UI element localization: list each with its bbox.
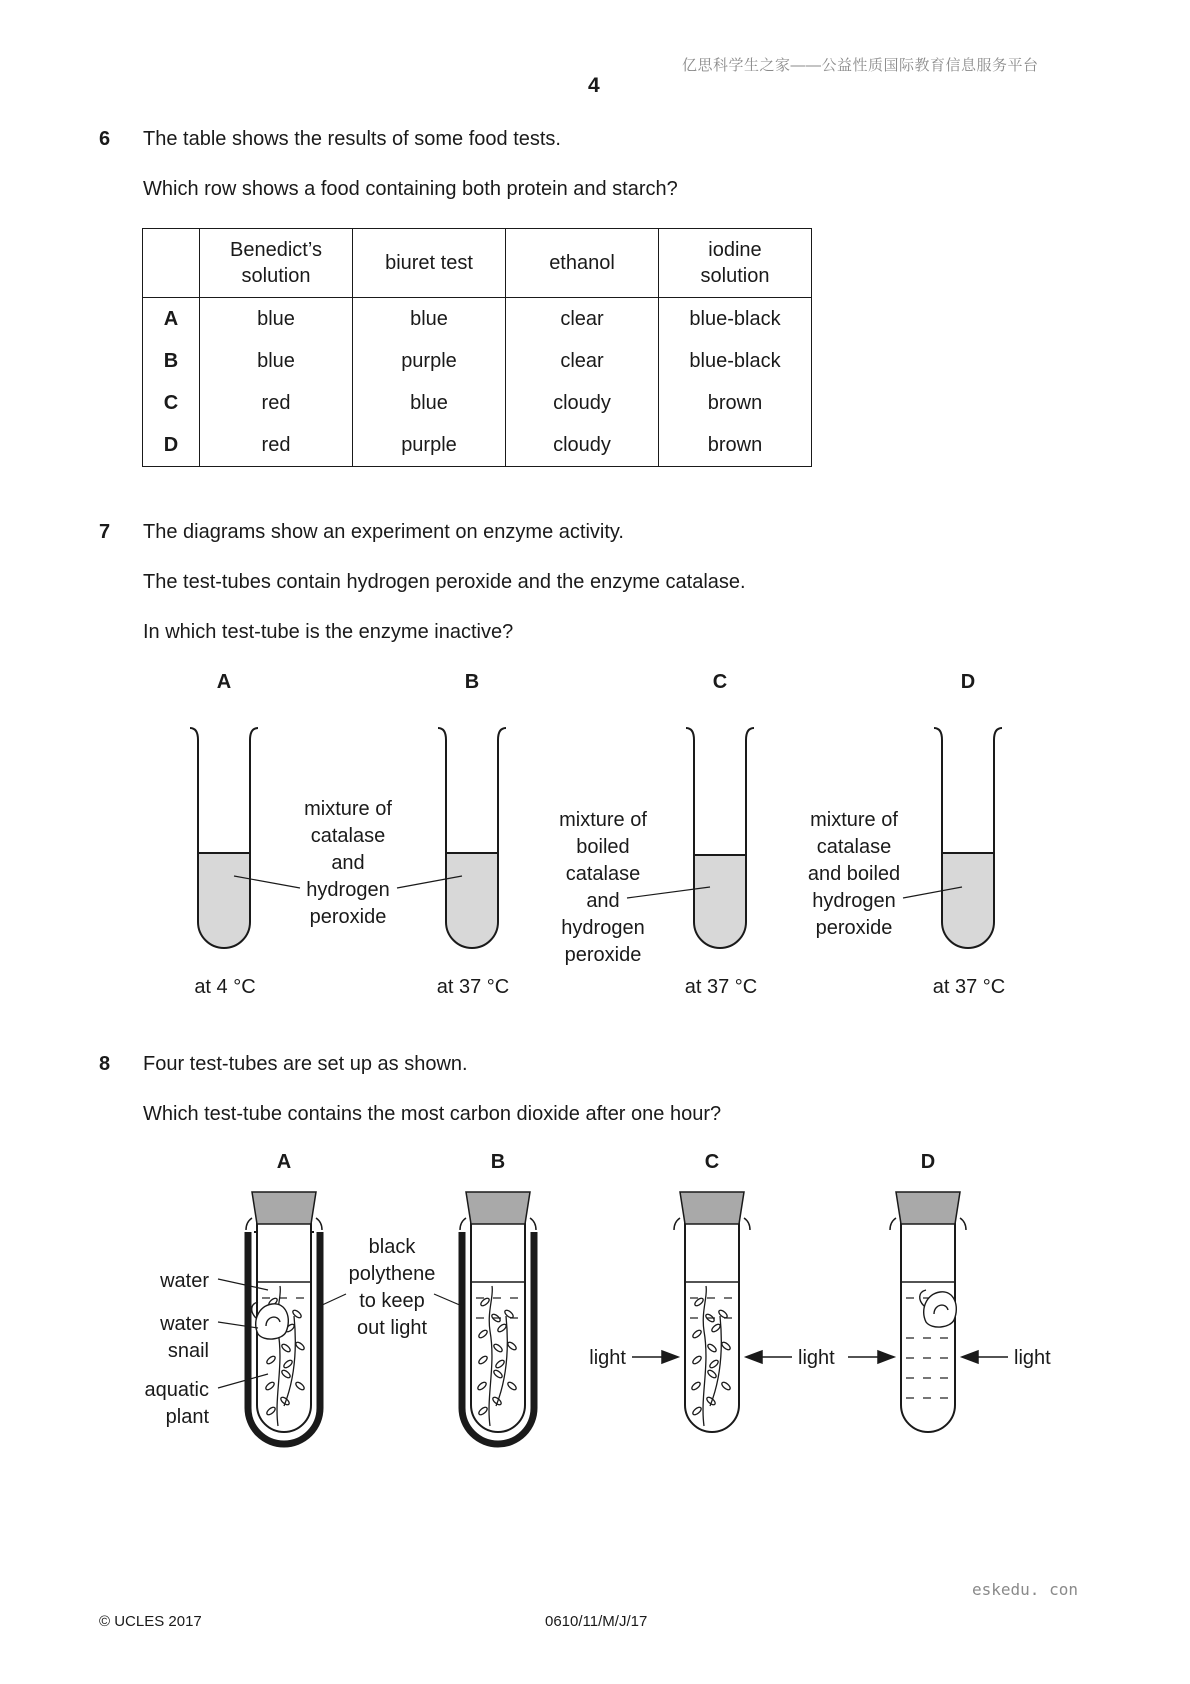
label-c-line-2: boiled bbox=[576, 836, 630, 858]
label-snail-line-2: snail bbox=[167, 1340, 209, 1362]
table-cell: cloudy bbox=[506, 424, 659, 467]
label-plant-line-2: plant bbox=[165, 1406, 209, 1428]
temp-b: at 37 °C bbox=[436, 976, 510, 998]
table-cell: blue bbox=[353, 382, 506, 424]
q8-test-tube-d bbox=[890, 1192, 966, 1432]
q8-test-tube-c bbox=[674, 1192, 750, 1432]
label-ab-line-4: hydrogen bbox=[306, 879, 390, 901]
question-8-intro: Four test-tubes are set up as shown. bbox=[143, 1053, 468, 1075]
label-light-c-left: light bbox=[589, 1347, 626, 1369]
table-cell: blue-black bbox=[659, 340, 812, 382]
label-d-line-1: mixture of bbox=[810, 809, 898, 831]
label-polythene-line-4: out light bbox=[356, 1317, 428, 1339]
table-cell: clear bbox=[506, 298, 659, 341]
temp-c: at 37 °C bbox=[684, 976, 758, 998]
label-c-line-3: catalase bbox=[565, 863, 641, 885]
question-8-number: 8 bbox=[99, 1053, 111, 1075]
table-cell: purple bbox=[353, 424, 506, 467]
label-c-line-5: hydrogen bbox=[561, 917, 645, 939]
table-header-ethanol: ethanol bbox=[506, 229, 659, 298]
table-cell: blue-black bbox=[659, 298, 812, 341]
label-ab-line-1: mixture of bbox=[304, 798, 392, 820]
table-cell: blue bbox=[353, 298, 506, 341]
table-cell: clear bbox=[506, 340, 659, 382]
question-7-number: 7 bbox=[99, 521, 111, 543]
label-d-line-2: catalase bbox=[816, 836, 892, 858]
label-ab-line-2: catalase bbox=[310, 825, 386, 847]
question-7-intro: The diagrams show an experiment on enzyme activity. bbox=[143, 521, 624, 543]
table-cell: purple bbox=[353, 340, 506, 382]
table-cell: red bbox=[200, 424, 353, 467]
header-watermark: 亿思科学生之家——公益性质国际教育信息服务平台 bbox=[682, 57, 1039, 74]
label-polythene-line-2: polythene bbox=[348, 1263, 436, 1285]
label-snail-line-1: water bbox=[160, 1313, 209, 1335]
table-header-benedicts: Benedict’s solution bbox=[200, 229, 353, 298]
footer-watermark: eskedu. con bbox=[972, 1580, 1078, 1599]
table-cell: cloudy bbox=[506, 382, 659, 424]
q8-test-tube-b bbox=[460, 1192, 536, 1444]
label-light-d-right: light bbox=[1014, 1347, 1051, 1369]
question-8-prompt: Which test-tube contains the most carbon dioxide after one hour? bbox=[143, 1103, 722, 1125]
question-7-prompt: In which test-tube is the enzyme inactive? bbox=[143, 621, 514, 643]
row-label: C bbox=[143, 382, 200, 424]
label-c-line-6: peroxide bbox=[564, 944, 642, 966]
label-polythene-line-3: to keep bbox=[359, 1290, 425, 1312]
question-6-intro: The table shows the results of some food tests. bbox=[143, 128, 561, 150]
table-cell: brown bbox=[659, 382, 812, 424]
table-cell: brown bbox=[659, 424, 812, 467]
table-cell: blue bbox=[200, 340, 353, 382]
tube-label-d: D bbox=[960, 671, 976, 693]
q8-tube-label-b: B bbox=[490, 1151, 506, 1173]
tube-label-b: B bbox=[464, 671, 480, 693]
label-plant-line-1: aquatic bbox=[144, 1379, 209, 1401]
tube-label-c: C bbox=[712, 671, 728, 693]
question-7-detail: The test-tubes contain hydrogen peroxide and the enzyme catalase. bbox=[143, 571, 746, 593]
label-ab-line-3: and bbox=[331, 852, 365, 874]
label-polythene-line-1: black bbox=[368, 1236, 416, 1258]
label-ab-line-5: peroxide bbox=[309, 906, 387, 928]
footer-paper-code: 0610/11/M/J/17 bbox=[545, 1613, 648, 1630]
table-cell: red bbox=[200, 382, 353, 424]
label-d-line-5: peroxide bbox=[815, 917, 893, 939]
question-6-prompt: Which row shows a food containing both protein and starch? bbox=[143, 178, 678, 200]
row-label: D bbox=[143, 424, 200, 467]
label-c-line-4: and bbox=[586, 890, 620, 912]
table-cell: blue bbox=[200, 298, 353, 341]
row-label: B bbox=[143, 340, 200, 382]
label-light-c-right: light bbox=[798, 1347, 835, 1369]
temp-a: at 4 °C bbox=[194, 976, 256, 998]
footer-copyright: © UCLES 2017 bbox=[99, 1613, 202, 1630]
q8-tube-label-a: A bbox=[276, 1151, 292, 1173]
label-d-line-3: and boiled bbox=[807, 863, 901, 885]
label-water: water bbox=[160, 1270, 209, 1292]
q8-tube-label-c: C bbox=[704, 1151, 720, 1173]
temp-d: at 37 °C bbox=[932, 976, 1006, 998]
q8-test-tube-a bbox=[246, 1192, 322, 1444]
label-c-line-1: mixture of bbox=[559, 809, 647, 831]
page-number: 4 bbox=[588, 74, 600, 97]
q8-tube-label-d: D bbox=[920, 1151, 936, 1173]
table-header-iodine: iodine solution bbox=[659, 229, 812, 298]
tube-label-a: A bbox=[216, 671, 232, 693]
question-6-number: 6 bbox=[99, 128, 111, 150]
label-d-line-4: hydrogen bbox=[812, 890, 896, 912]
table-header-biuret: biuret test bbox=[353, 229, 506, 298]
row-label: A bbox=[143, 298, 200, 341]
